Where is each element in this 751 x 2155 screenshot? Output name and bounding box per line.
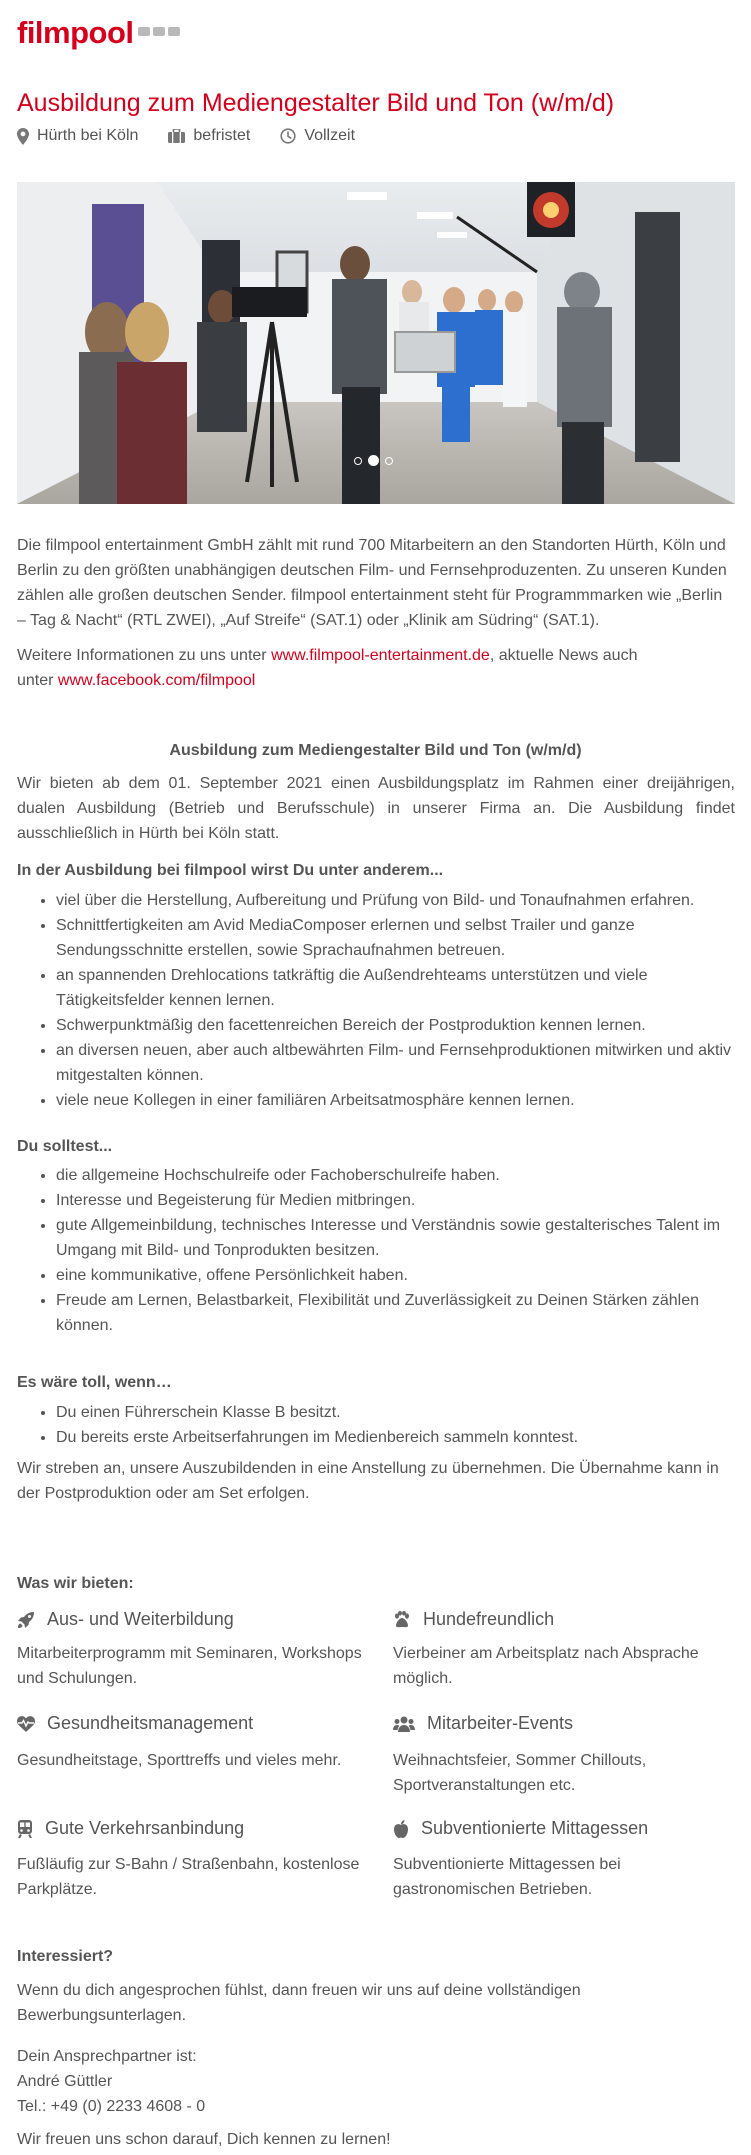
learn-list xyxy=(17,888,735,1113)
job-title: Ausbildung zum Mediengestalter Bild und Ton (w/m/d) xyxy=(17,89,615,117)
benefit-text: Subventionierte Mittagessen bei gastronomischen Betrieben. xyxy=(393,1856,621,1898)
list-item: • viel über die Herstellung, Aufbereitung und Prüfung von Bild- und Tonaufnahmen erfahren. xyxy=(56,888,735,913)
paw-icon xyxy=(393,1611,411,1628)
filmpool-logo[interactable]: filmpool xyxy=(17,15,134,50)
contract-text: befristet xyxy=(193,127,251,144)
list-item: • Du bereits erste Arbeitserfahrungen im Medienbereich sammeln konntest. xyxy=(56,1425,735,1450)
hours-text: Vollzeit xyxy=(304,127,356,144)
benefit-text: Mitarbeiterprogramm mit Seminaren, Workshops und Schulungen. xyxy=(17,1645,362,1687)
heartbeat-icon xyxy=(17,1716,35,1732)
intro-links-paragraph xyxy=(17,643,735,693)
details-heading: Ausbildung zum Mediengestalter Bild und Ton (w/m/d) xyxy=(169,742,582,759)
benefit-title-text: Mitarbeiter-Events xyxy=(427,1713,574,1733)
benefit-title-text: Gesundheitsmanagement xyxy=(47,1713,254,1733)
intro-links-text-3: unter xyxy=(17,672,58,689)
contact-partner-label: Dein Ansprechpartner ist: xyxy=(17,2048,197,2065)
nice-list xyxy=(17,1400,735,1450)
briefcase-icon xyxy=(168,129,185,143)
list-item: • Interesse und Begeisterung für Medien mitbringen. xyxy=(56,1188,735,1213)
rocket-icon xyxy=(17,1611,35,1629)
benefit-text: Weihnachtsfeier, Sommer Chillouts, Sportveranstaltungen etc. xyxy=(393,1752,647,1794)
website-link[interactable]: www.filmpool-entertainment.de xyxy=(271,647,490,664)
location-text: Hürth bei Köln xyxy=(37,127,139,144)
benefit-lunch xyxy=(393,1818,648,1839)
benefit-text: Fußläufig zur S-Bahn / Straßenbahn, kostenlose Parkplätze. xyxy=(17,1856,360,1898)
clock-icon xyxy=(280,128,296,144)
contact-text: Wenn du dich angesprochen fühlst, dann freuen wir uns auf deine vollständigen Bewerbungsunterlagen. xyxy=(17,1982,581,2024)
benefit-events xyxy=(393,1713,573,1734)
list-item: • an spannenden Drehlocations tatkräftig die Außendrehteams unterstützen und viele Tätigkeitsfelder kennen lernen. xyxy=(56,963,735,1013)
list-item: • viele neue Kollegen in einer familiären Arbeitsatmosphäre kennen lernen. xyxy=(56,1088,735,1113)
list-item: • eine kommunikative, offene Persönlichkeit haben. xyxy=(56,1263,735,1288)
benefit-transport xyxy=(17,1818,244,1839)
benefit-title-text: Subventionierte Mittagessen xyxy=(421,1818,649,1838)
list-item: • gute Allgemeinbildung, technisches Interesse und Verständnis sowie gestalterisches Talent im Umgang mit Bild- und Tonprodukten besitzen. xyxy=(56,1213,735,1263)
meta-hours xyxy=(280,127,355,145)
facebook-link[interactable]: www.facebook.com/filmpool xyxy=(57,672,256,689)
benefit-text: Gesundheitstage, Sporttreffs und vieles mehr. xyxy=(17,1752,342,1769)
benefit-training xyxy=(17,1609,234,1630)
carousel-dot[interactable] xyxy=(354,457,362,465)
benefits-title: Was wir bieten: xyxy=(17,1575,134,1592)
should-title: Du solltest... xyxy=(17,1138,113,1155)
map-marker-icon xyxy=(17,128,29,145)
users-icon xyxy=(393,1716,415,1732)
meta-location xyxy=(17,127,138,145)
learn-title: In der Ausbildung bei filmpool wirst Du unter anderem... xyxy=(17,862,444,879)
benefit-dogs xyxy=(393,1609,554,1630)
list-item: • Schnittfertigkeiten am Avid MediaComposer erlernen und selbst Trailer und ganze Sendungsschnitte erstellen, sowie Sprachaufnahmen betreuen. xyxy=(56,913,735,963)
intro-links-text-2: , aktuelle News auch xyxy=(489,647,638,664)
job-meta xyxy=(17,127,355,145)
contact-phone[interactable]: Tel.: +49 (0) 2233 4608 - 0 xyxy=(17,2098,206,2115)
list-item: • Schwerpunktmäßig den facettenreichen Bereich der Postproduktion kennen lernen. xyxy=(56,1013,735,1038)
hero-image-carousel[interactable] xyxy=(17,182,735,504)
carousel-dots xyxy=(354,455,393,466)
list-item: • die allgemeine Hochschulreife oder Fachoberschulreife haben. xyxy=(56,1163,735,1188)
contact-name: André Güttler xyxy=(17,2073,113,2090)
benefit-health xyxy=(17,1713,253,1734)
benefit-text: Vierbeiner am Arbeitsplatz nach Absprache möglich. xyxy=(393,1645,699,1687)
closing-paragraph: Wir streben an, unsere Auszubildenden in eine Anstellung zu übernehmen. Die Übernahme kann in der Postproduktion oder am Set erfolgen. xyxy=(17,1460,719,1502)
meta-contract xyxy=(168,127,250,145)
should-list xyxy=(17,1163,735,1338)
carousel-dot-active[interactable] xyxy=(368,455,379,466)
nice-title: Es wäre toll, wenn… xyxy=(17,1374,172,1391)
benefit-title-text: Aus- und Weiterbildung xyxy=(47,1609,234,1629)
intro-paragraph: Die filmpool entertainment GmbH zählt mit rund 700 Mitarbeitern an den Standorten Hürth, Köln und Berlin zu den größten unabhängigen deutschen Film- und Fernsehproduzenten. Zu unseren Kunden zählen alle großen deutschen Sender. filmpool entertainment steht für Programmmarken wie „Berlin – Tag & Nacht“ (RTL ZWEI), „Auf Streife“ (SAT.1) oder „Klinik am Südring“ (SAT.1). xyxy=(17,537,727,629)
logo-dots-icon xyxy=(138,27,180,36)
list-item: • Freude am Lernen, Belastbarkeit, Flexibilität und Zuverlässigkeit zu Deinen Stärken zählen können. xyxy=(56,1288,735,1338)
benefit-title-text: Gute Verkehrsanbindung xyxy=(45,1818,245,1838)
apple-icon xyxy=(393,1820,409,1838)
list-item: • an diversen neuen, aber auch altbewährten Film- und Fernsehproduktionen mitwirken und aktiv mitgestalten können. xyxy=(56,1038,735,1088)
intro-links-text: Weitere Informationen zu uns unter xyxy=(17,647,272,664)
farewell-text: Wir freuen uns schon darauf, Dich kennen zu lernen! xyxy=(17,2131,391,2148)
offer-paragraph: Wir bieten ab dem 01. September 2021 einen Ausbildungsplatz im Rahmen einer dreijährigen, dualen Ausbildung (Betrieb und Berufsschule) in unserer Firma an. Die Ausbildung findet ausschließlich in Hürth bei Köln statt. xyxy=(17,775,735,842)
benefit-title-text: Hundefreundlich xyxy=(423,1609,555,1629)
carousel-dot[interactable] xyxy=(385,457,393,465)
contact-title: Interessiert? xyxy=(17,1948,114,1965)
list-item: • Du einen Führerschein Klasse B besitzt. xyxy=(56,1400,735,1425)
train-icon xyxy=(17,1820,33,1838)
